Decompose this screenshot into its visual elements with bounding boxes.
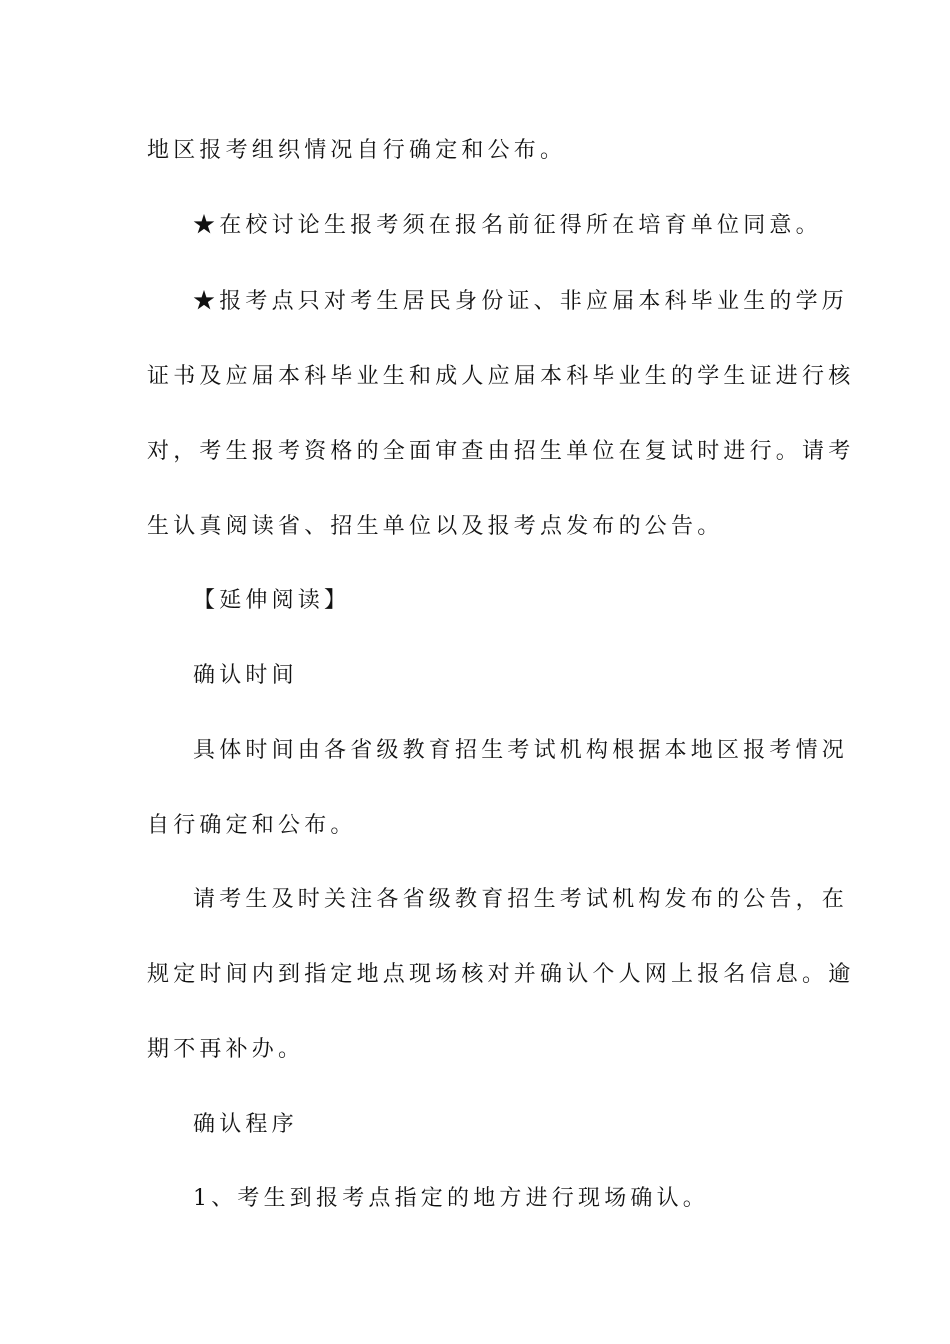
paragraph-line: 证书及应届本科毕业生和成人应届本科毕业生的学生证进行核 — [147, 364, 855, 389]
paragraph-line: ★报考点只对考生居民身份证、非应届本科毕业生的学历 — [193, 289, 849, 314]
paragraph-line: 请考生及时关注各省级教育招生考试机构发布的公告，在 — [193, 887, 849, 912]
paragraph-line: 具体时间由各省级教育招生考试机构根据本地区报考情况 — [193, 738, 849, 763]
paragraph-line: 期不再补办。 — [147, 1037, 305, 1062]
paragraph-line: 自行确定和公布。 — [147, 813, 357, 838]
paragraph-line: 规定时间内到指定地点现场核对并确认个人网上报名信息。逾 — [147, 962, 855, 987]
subheading: 确认程序 — [193, 1112, 298, 1137]
paragraph-line: 1、考生到报考点指定的地方进行现场确认。 — [193, 1186, 709, 1211]
paragraph-line: 地区报考组织情况自行确定和公布。 — [147, 138, 567, 163]
subheading: 确认时间 — [193, 663, 298, 688]
paragraph-line: 生认真阅读省、招生单位以及报考点发布的公告。 — [147, 514, 724, 539]
paragraph-line: ★在校讨论生报考须在报名前征得所在培育单位同意。 — [193, 213, 822, 238]
section-heading: 【延伸阅读】 — [193, 588, 351, 613]
paragraph-line: 对，考生报考资格的全面审查由招生单位在复试时进行。请考 — [147, 439, 855, 464]
